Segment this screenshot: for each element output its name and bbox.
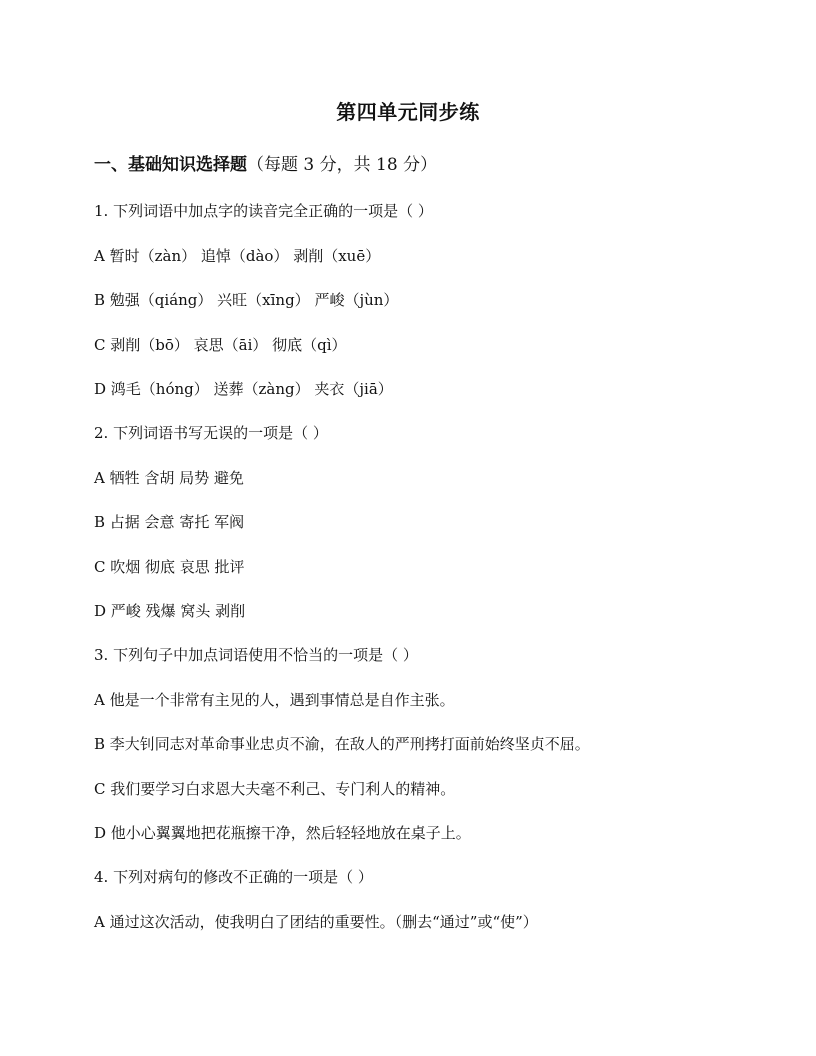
question-3-option-b: B 李大钊同志对革命事业忠贞不渝，在敌人的严刑拷打面前始终坚贞不屈。 bbox=[94, 735, 590, 753]
question-2: 2. 下列词语书写无误的一项是（ ） bbox=[94, 424, 328, 442]
question-3-option-d: D 他小心翼翼地把花瓶擦干净，然后轻轻地放在桌子上。 bbox=[94, 824, 471, 842]
section-heading bbox=[94, 150, 437, 175]
question-2-option-a: A 牺牲 含胡 局势 避免 bbox=[94, 469, 244, 487]
question-1-option-c: C 剥削（bō） 哀思（āi） 彻底（qì） bbox=[94, 336, 347, 354]
question-2-option-d: D 严峻 残爆 窝头 剥削 bbox=[94, 602, 246, 620]
question-3-option-a: A 他是一个非常有主见的人，遇到事情总是自作主张。 bbox=[94, 691, 455, 709]
question-3-option-c: C 我们要学习白求恩大夫毫不利己、专门利人的精神。 bbox=[94, 780, 456, 798]
page-title: 第四单元同步练 bbox=[336, 100, 480, 124]
question-4: 4. 下列对病句的修改不正确的一项是（ ） bbox=[94, 868, 373, 886]
question-3: 3. 下列句子中加点词语使用不恰当的一项是（ ） bbox=[94, 646, 418, 664]
question-1: 1. 下列词语中加点字的读音完全正确的一项是（ ） bbox=[94, 202, 433, 220]
question-1-option-a: A 暂时（zàn） 追悼（dào） 剥削（xuē） bbox=[94, 247, 381, 265]
question-1-option-b: B 勉强（qiáng） 兴旺（xīng） 严峻（jùn） bbox=[94, 291, 399, 309]
question-1-option-d: D 鸿毛（hóng） 送葬（zàng） 夹衣（jiā） bbox=[94, 380, 393, 398]
question-2-option-b: B 占据 会意 寄托 军阀 bbox=[94, 513, 245, 531]
question-4-option-a: A 通过这次活动，使我明白了团结的重要性。（删去“通过”或“使”） bbox=[94, 913, 538, 931]
section-heading-label: 一、基础知识选择题 bbox=[94, 155, 247, 175]
question-2-option-c: C 吹烟 彻底 哀思 批评 bbox=[94, 558, 245, 576]
section-score-note: （每题 3 分，共 18 分） bbox=[247, 155, 438, 175]
